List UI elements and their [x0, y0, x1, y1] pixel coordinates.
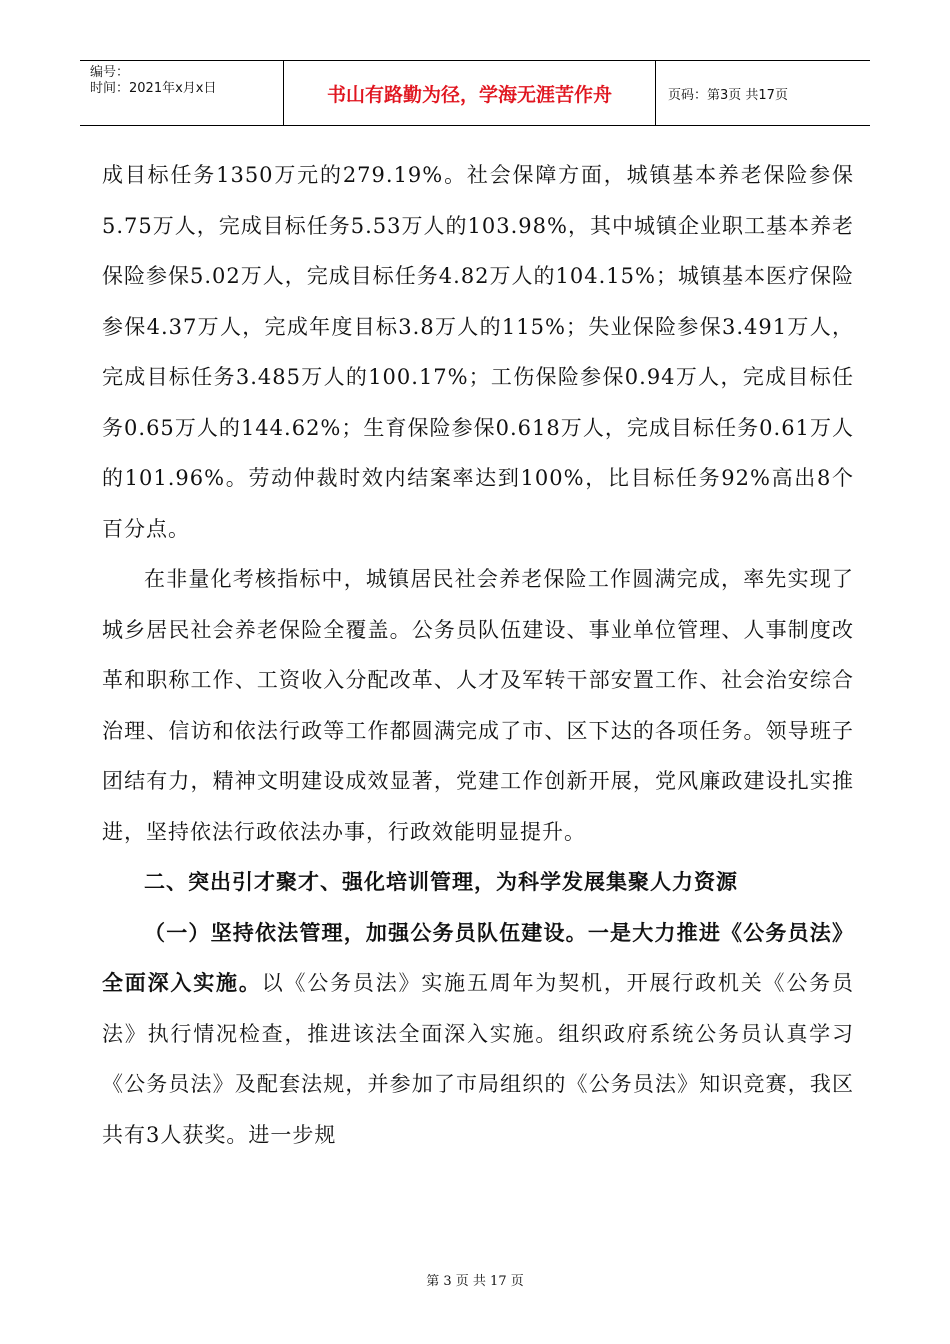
- section-heading-2: 二、突出引才聚才、强化培训管理，为科学发展集聚人力资源: [144, 869, 738, 894]
- paragraph-nonquantitative: 在非量化考核指标中，城镇居民社会养老保险工作圆满完成，率先实现了城乡居民社会养老保险全覆盖。公务员队伍建设、事业单位管理、人事制度改革和职称工作、工资收入分配改革、人才及军转干部安置工作、社会治安综合治理、信访和依法行政等工作都圆满完成了市、区下达的各项任务。领导班子团结有力，精神文明建设成效显著，党建工作创新开展，党风廉政建设扎实推进，坚持依法行政依法办事，行政效能明显提升。: [102, 567, 854, 844]
- header-meta: [80, 61, 284, 125]
- paragraph-civil-servants: [102, 908, 854, 1161]
- header-motto: 书山有路勤为径，学海无涯苦作舟: [284, 61, 656, 125]
- page-header: [80, 60, 870, 126]
- document-body: [102, 150, 854, 1160]
- doc-number-label: 编号：: [90, 65, 130, 80]
- header-page-info: 页码：第3页 共17页: [668, 87, 788, 103]
- paragraph-body-text: 以《公务员法》实施五周年为契机，开展行政机关《公务员法》执行情况检查，推进该法全面深入实施。组织政府系统公务员认真学习《公务员法》及配套法规，并参加了市局组织的《公务员法》知识竞赛，我区共有3人获奖。进一步规: [102, 971, 854, 1147]
- paragraph-social-security: 成目标任务1350万元的279.19%。社会保障方面，城镇基本养老保险参保5.75万人，完成目标任务5.53万人的103.98%，其中城镇企业职工基本养老保险参保5.02万人，完成目标任务4.82万人的104.15%；城镇基本医疗保险参保4.37万人，完成年度目标3.8万人的115%；失业保险参保3.491万人，完成目标任务3.485万人的100.17%；工伤保险参保0.94万人，完成目标任务0.65万人的144.62%；生育保险参保0.618万人，完成目标任务0.61万人的101.96%。劳动仲裁时效内结案率达到100%，比目标任务92%高出8个百分点。: [102, 163, 854, 541]
- doc-time-label: 时间：2021年x月x日: [90, 81, 217, 96]
- paragraph-lead-bold: （一）坚持依法管理，加强公务员队伍建设。一是大力推进《公务员法》全面深入实施。: [102, 919, 854, 995]
- page-footer: 第 3 页 共 17 页: [426, 1274, 524, 1289]
